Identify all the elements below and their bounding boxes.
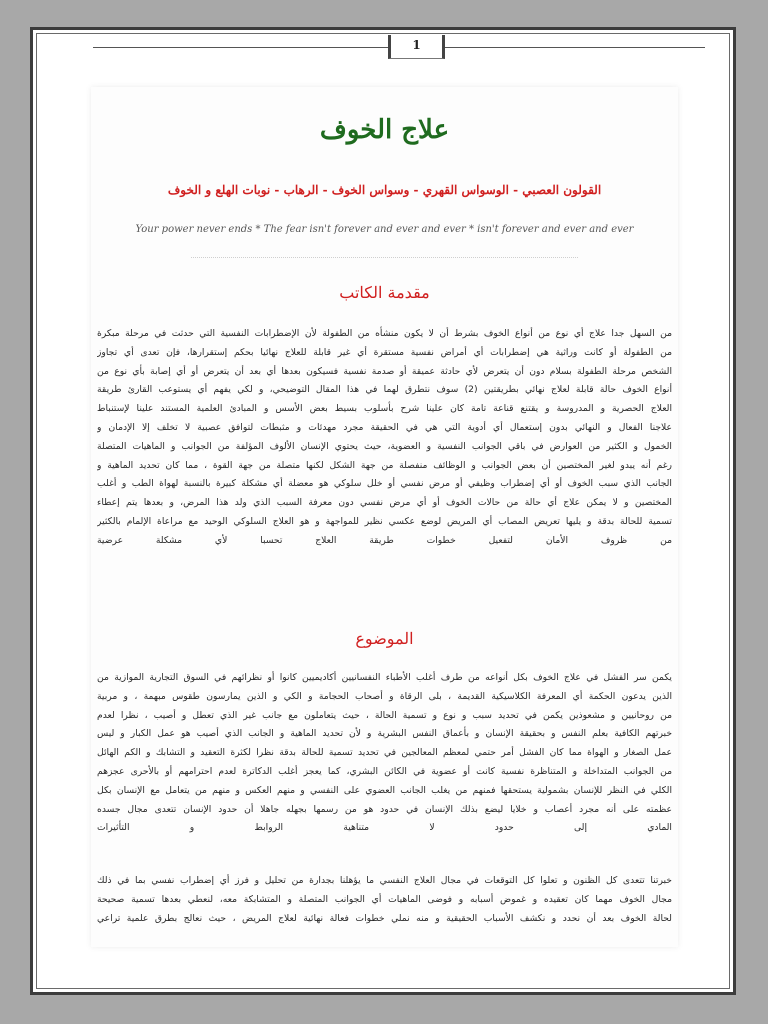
intro-line: الشخص مرحلة الطفولة بسلام دون أن يتعرض لأي حادثة عميقة أو صدمة نفسية فسيكون بعدها أي بعد أن يتعرض أو أي إصابة بأي نوع من bbox=[97, 365, 672, 377]
intro-line: الجانب الذي سبب الخوف أو أي إضطراب وظيفي أو مرض نفسي أو خلل سلوكي هو معضلة أي مشكلة كبيرة بالنسبة لهواة الطب و أغلب bbox=[97, 478, 672, 490]
topic-line: الذين يدعون الحكمة أي المعرفة الكلاسيكية القديمة ، بلى الرقاة و أصحاب الحجامة و الكي و الذين يمارسون طقوس مبهمة ، و مربية bbox=[97, 690, 672, 702]
document-title: علاج الخوف bbox=[319, 115, 450, 145]
topic-line: عظمته على أنه مجرد أعصاب و خلايا ليضع بذلك الإنسان في حدود هو من رسمها بجهله جاهلا أن حدود الإنسان تتعدى مجال جسده bbox=[97, 803, 672, 815]
document-sheet bbox=[91, 87, 678, 947]
intro-line: من الطفولة أو كانت وراثية هي إضطرابات أي أمراض نفسية مستقرة أي غير قابلة للعلاج نهائيا بحكم إستقرارها، فإن تعدى أي تجاوز bbox=[97, 346, 672, 358]
closing-line: مجال الخوف مهما كان تعقيده و غموض أسبابه و فوضى الماهيات أي الجوانب المتصلة و المتشابكة معه، لنعطي بعدها تسمية صحيحة bbox=[97, 893, 672, 905]
motto-line: Your power never ends * The fear isn't forever and ever and ever * isn't forever and ever and ever bbox=[135, 224, 634, 235]
intro-line: علاجنا الفعال و النهائي بدون إستعمال أي أدوية التي هي في الحقيقة مجرد مهدئات و مثبطات لتوافق عصبية لا تخلف إلا الإدمان و bbox=[97, 421, 672, 433]
topic-line: المادي إلى حدود لا متناهية الروابط و التأثيرات bbox=[97, 822, 672, 834]
intro-line: المختصين و لا يمكن علاج أي حالة من حالات الخوف أو أي مرض نفسي دون معرفة السبب الذي ولد هذا المرض، و بعدها يتم إعطاء bbox=[97, 497, 672, 509]
separator bbox=[191, 257, 578, 258]
topic-paragraph bbox=[97, 669, 672, 838]
topic-line: الكلي في النظر للإنسان بشمولية يستحقها فمنهم من يغلب الجانب العضوي على النفسي و منهم العكس و منهم من يتعامل مع الإنسان بكل bbox=[97, 784, 672, 796]
intro-line: من ظروف الأمان لتفعيل خطوات طريقة العلاج تحسبا لأي مشكلة عرضية bbox=[97, 534, 672, 546]
document-subtitle: القولون العصبي - الوسواس القهري - وسواس الخوف - الرهاب - نوبات الهلع و الخوف bbox=[167, 183, 602, 197]
intro-line: الخمول و الكثير من العوارض في باقي الجوانب النفسية و العضوية، حيث يحتوي الإنسان الألوف المؤلفة من الجوانب و الماهيات المتصلة bbox=[97, 440, 672, 452]
closing-paragraph bbox=[97, 872, 672, 928]
topic-line: عمل الصغار و الهواة مما كان الفشل أمر حتمي لمعظم المعالجين في تحديد تسمية للحالة بدقة نظرا لكثرة التعقيد و التشابك و الكم الهائل bbox=[97, 747, 672, 759]
intro-line: العلاج الحصرية و المدروسة و يقتنع قناعة تامة كان علينا شرح بأسلوب بسيط بعض الأسس و المبادئ العلمية المستند علينا لإستنباط bbox=[97, 403, 672, 415]
header-rule-left bbox=[93, 47, 388, 48]
intro-line: أنواع الخوف حالة قابلة لعلاج نهائي بطريقتين (2) سوف نتطرق لهما في هذا المقال التوضيحي، و لكي يفهم أي يستوعب القارئ طريقة bbox=[97, 384, 672, 396]
intro-line: من السهل جدا علاج أي نوع من أنواع الخوف بشرط أن لا يكون منشأه من الطفولة لأن الإضطرابات النفسية التي حدثت في مرحلة مبكرة bbox=[97, 328, 672, 339]
intro-line: رغم أنه يبدو لغير المختصين أن بعض الجوانب و الوظائف منفصلة من جهة الشكل لكنها متصلة من جهة القوة ، مما كان تحديد الماهية و bbox=[97, 459, 672, 471]
page-number: 1 bbox=[388, 35, 445, 59]
closing-line: لحالة الخوف بعد أن نحدد و نكشف الأسباب الحقيقية و منه نملي خطوات فعالة نهائية لعلاج المريض ، حيث نعالج بطرق علمية تراعي bbox=[97, 912, 672, 924]
header-rule-right bbox=[445, 47, 705, 48]
topic-line: خبرتهم الكافية بعلم النفس و بحقيقة الإنسان و بأعماق النفس البشرية و لأن تحديد الماهية و الجانب الذي أصيب هو عمل الكبار و ليس bbox=[97, 728, 672, 740]
intro-line: تسمية للحالة بدقة و يليها تعريض المصاب أي المريض لوضع عكسي نظير للمواجهة و هو العلاج السلوكي الوحيد مع مراعاة الإلمام بالكثير bbox=[97, 515, 672, 527]
topic-line: من الجوانب المتداخلة و المتناظرة نفسية كانت أو عضوية في الكائن البشري، كما يعجز أغلب الدكاترة لعدم احترامهم أو بالأحرى عجزهم bbox=[97, 765, 672, 777]
topic-heading: الموضوع bbox=[355, 629, 414, 648]
closing-line: خبرتنا تتعدى كل الظنون و تعلوا كل التوقعات في مجال العلاج النفسي ما يؤهلنا بجدارة من تحليل و فرز أي إضطراب نفسي بما في ذلك bbox=[97, 875, 672, 886]
intro-heading: مقدمة الكاتب bbox=[339, 283, 430, 302]
topic-line: يكمن سر الفشل في علاج الخوف بكل أنواعه من طرف أغلب الأطباء النفسانيين أكاديميين كانوا أو نظرائهم في السوق التجارية الموازية من bbox=[97, 672, 672, 683]
intro-paragraph bbox=[97, 325, 672, 551]
topic-line: من روحانيين و مشعوذين يكمن في تحديد سبب و نوع و تسمية الحالة ، حيث يتعاملون مع جانب غير الذي تعطل و أصيب ، نظرا لعدم bbox=[97, 709, 672, 721]
